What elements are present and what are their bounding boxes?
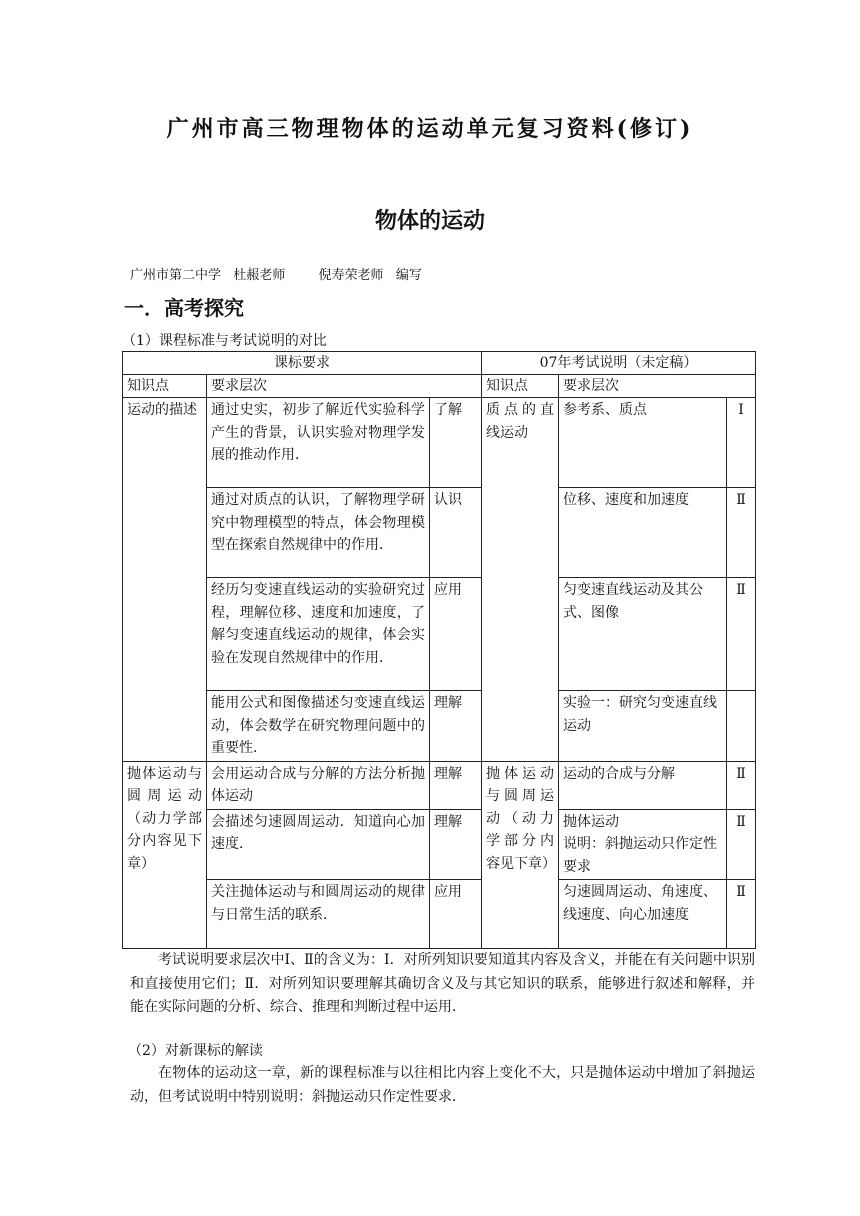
exam-requirement-cell: 实验一：研究匀变速直线运动 bbox=[559, 691, 727, 762]
exam-requirement-cell: 位移、速度和加速度 bbox=[559, 488, 727, 578]
level-cell: Ⅱ bbox=[727, 488, 756, 578]
verb-cell: 了解 bbox=[430, 398, 482, 488]
requirement-cell: 通过对质点的认识，了解物理学研究中物理模型的特点，体会物理模型在探索自然规律中的作用． bbox=[207, 488, 430, 578]
section-heading: 一．高考探究 bbox=[124, 296, 244, 320]
requirement-cell: 经历匀变速直线运动的实验研究过程，理解位移、速度和加速度，了解匀变速直线运动的规律，体会实验在发现自然规律中的作用． bbox=[207, 578, 430, 691]
exam-requirement-cell: 抛体运动 说明：斜抛运动只作定性要求 bbox=[559, 809, 727, 880]
requirement-cell: 会用运动合成与分解的方法分析抛体运动 bbox=[207, 761, 430, 809]
exam-knowledge-cell: 抛体运动与圆周运动（动力学部分内容见下章） bbox=[482, 761, 559, 949]
verb-cell: 认识 bbox=[430, 488, 482, 578]
column-header-level: 要求层次 bbox=[207, 375, 482, 398]
knowledge-cell: 抛体运动与圆周运动（动力学部分内容见下章） bbox=[123, 761, 207, 949]
level-cell: Ⅱ bbox=[727, 809, 756, 880]
verb-cell: 应用 bbox=[430, 578, 482, 691]
document-title: 广州市高三物理物体的运动单元复习资料(修订) bbox=[166, 116, 694, 142]
comparison-table bbox=[122, 351, 756, 949]
level-cell: Ⅰ bbox=[727, 398, 756, 488]
verb-cell: 理解 bbox=[430, 761, 482, 809]
requirement-cell: 会描述匀速圆周运动．知道向心加速度． bbox=[207, 809, 430, 880]
exam-requirement-cell: 参考系、质点 bbox=[559, 398, 727, 488]
exam-knowledge-cell: 质点的直线运动 bbox=[482, 398, 559, 762]
table-header-curriculum: 课标要求 bbox=[123, 352, 482, 375]
level-explanation-paragraph: 考试说明要求层次中Ⅰ、Ⅱ的含义为：Ⅰ．对所列知识要知道其内容及含义，并能在有关问题中识别和直接使用它们；Ⅱ．对所列知识要理解其确切含义及与其它知识的联系，能够进行叙述和解释，并能在实际问题的分析、综合、推理和判断过程中运用． bbox=[130, 952, 755, 1015]
level-cell: Ⅱ bbox=[727, 578, 756, 691]
table-header-exam: 07年考试说明（未定稿） bbox=[482, 352, 756, 375]
requirement-cell: 能用公式和图像描述匀变速直线运动，体会数学在研究物理问题中的重要性． bbox=[207, 691, 430, 762]
chapter-title: 物体的运动 bbox=[374, 209, 485, 234]
column-header-knowledge-exam: 知识点 bbox=[482, 375, 559, 398]
knowledge-cell: 运动的描述 bbox=[123, 398, 207, 762]
verb-cell: 理解 bbox=[430, 809, 482, 880]
subsection-heading-2: （2）对新课标的解读 bbox=[128, 1043, 263, 1059]
exam-requirement-cell: 运动的合成与分解 bbox=[559, 761, 727, 809]
exam-requirement-cell: 匀速圆周运动、角速度、线速度、向心加速度 bbox=[559, 880, 727, 949]
column-header-knowledge: 知识点 bbox=[123, 375, 207, 398]
interpretation-paragraph: 在物体的运动这一章，新的课程标准与以往相比内容上变化不大，只是抛体运动中增加了斜抛运动，但考试说明中特别说明：斜抛运动只作定性要求． bbox=[130, 1065, 755, 1105]
author-line: 广州市第二中学 杜赧老师 倪寿荣老师 编写 bbox=[130, 268, 422, 283]
requirement-cell: 通过史实，初步了解近代实验科学产生的背景，认识实验对物理学发展的推动作用． bbox=[207, 398, 430, 488]
level-cell bbox=[727, 691, 756, 762]
requirement-cell: 关注抛体运动与和圆周运动的规律与日常生活的联系． bbox=[207, 880, 430, 949]
subsection-heading-1: （1）课程标准与考试说明的对比 bbox=[122, 333, 327, 349]
verb-cell: 应用 bbox=[430, 880, 482, 949]
column-header-level-exam: 要求层次 bbox=[559, 375, 756, 398]
level-cell: Ⅱ bbox=[727, 761, 756, 809]
verb-cell: 理解 bbox=[430, 691, 482, 762]
exam-requirement-cell: 匀变速直线运动及其公式、图像 bbox=[559, 578, 727, 691]
level-cell: Ⅱ bbox=[727, 880, 756, 949]
